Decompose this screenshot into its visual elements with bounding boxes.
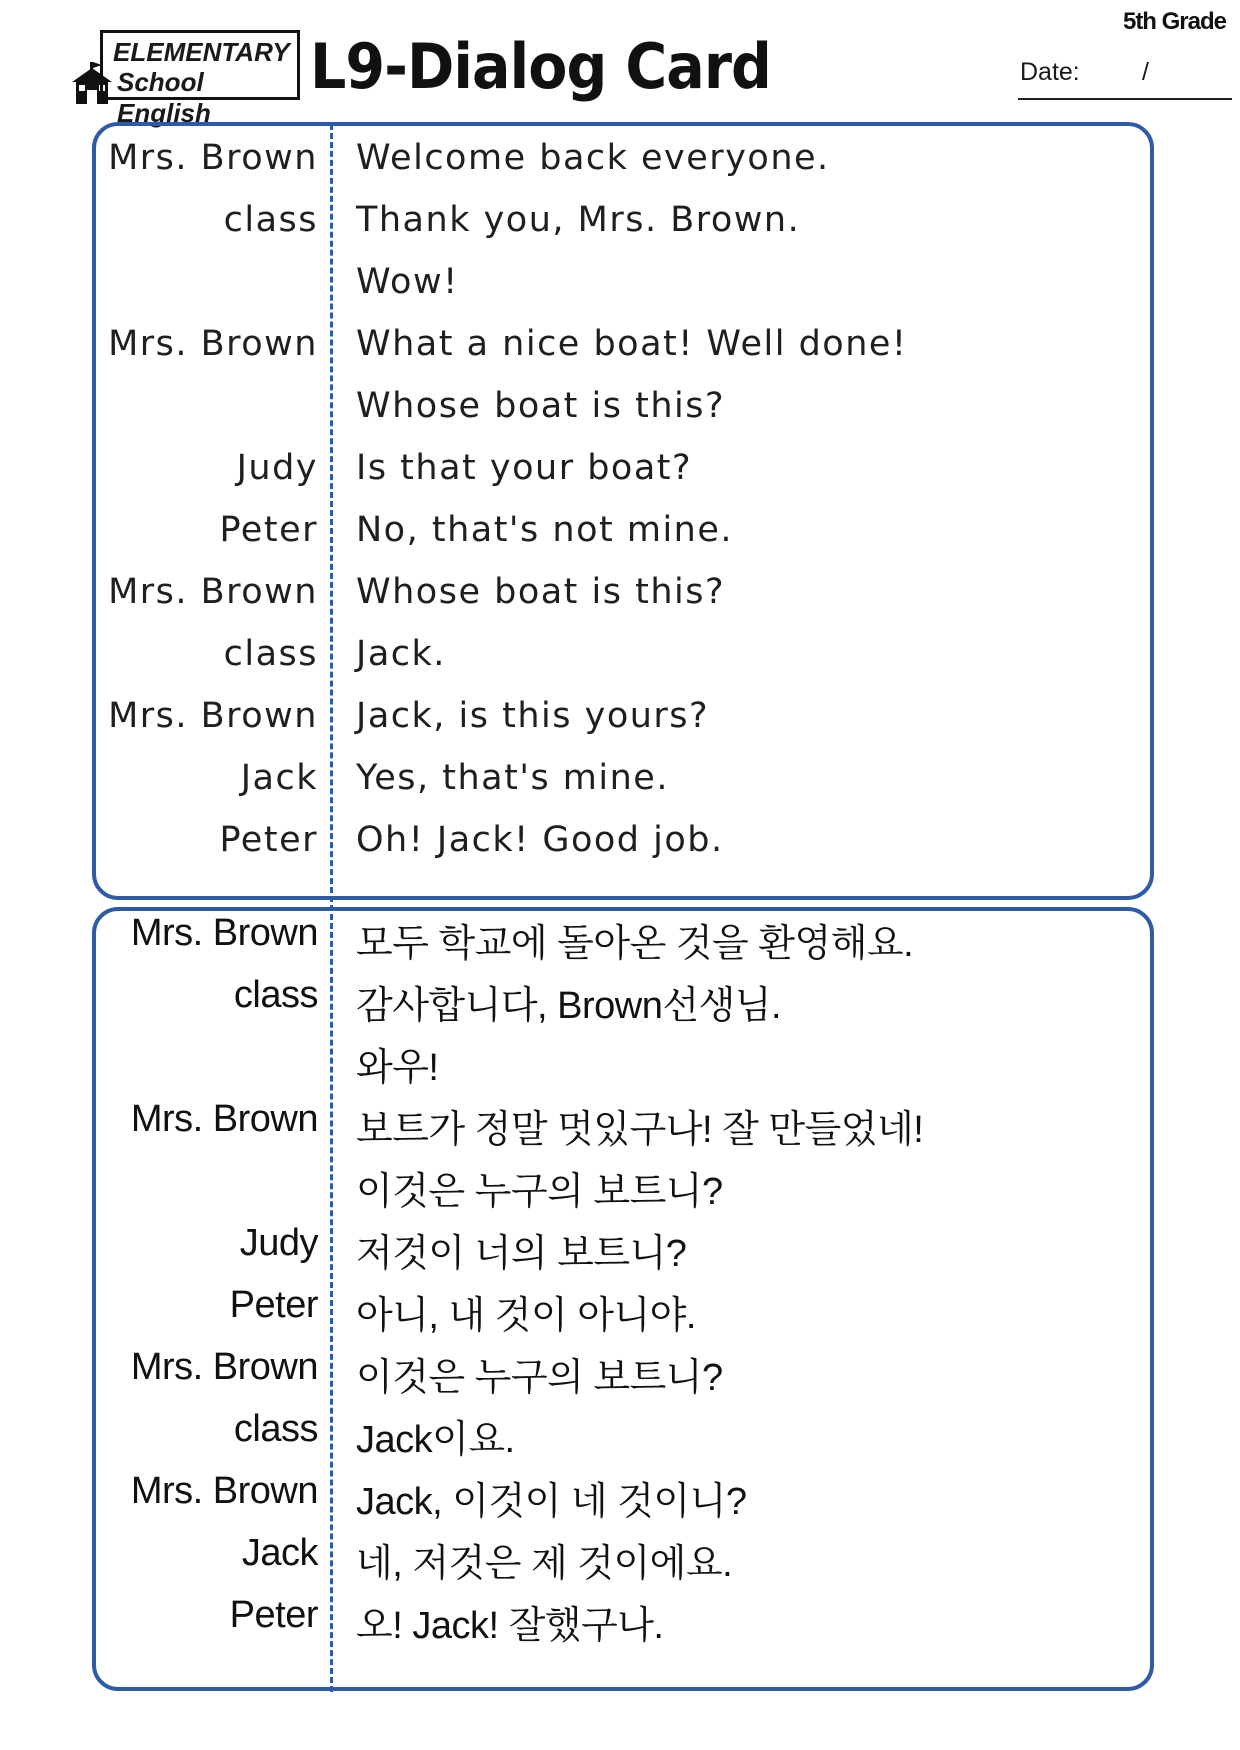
dialog-text: Jack이요. [356, 1419, 515, 1461]
dialog-text: Whose boat is this? [356, 386, 726, 426]
school-logo [70, 30, 306, 128]
speaker-name: class [233, 974, 318, 1016]
dialog-text: 저것이 너의 보트니? [356, 1233, 687, 1275]
dialog-text: Yes, that's mine. [356, 758, 669, 798]
korean-dialog-line [0, 974, 1240, 1036]
english-dialog-line [0, 758, 1240, 820]
dialog-text: No, that's not mine. [356, 510, 734, 550]
korean-dialog-line [0, 1470, 1240, 1532]
dialog-text: 이것은 누구의 보트니? [356, 1357, 723, 1399]
speaker-name: Jack [240, 758, 318, 798]
korean-dialog-line [0, 1098, 1240, 1160]
speaker-name: Mrs. Brown [108, 696, 318, 736]
korean-dialog-line [0, 1222, 1240, 1284]
english-dialog-line [0, 510, 1240, 572]
korean-dialog-line [0, 1532, 1240, 1594]
korean-dialog-line [0, 1408, 1240, 1470]
date-field[interactable] [1018, 52, 1232, 100]
speaker-name: Judy [236, 448, 318, 488]
speaker-name: Mrs. Brown [130, 912, 318, 954]
dialog-text: 보트가 정말 멋있구나! 잘 만들었네! [356, 1109, 924, 1151]
speaker-name: Mrs. Brown [130, 1470, 318, 1512]
dialog-text: 이것은 누구의 보트니? [356, 1171, 723, 1213]
korean-dialog-line [0, 1346, 1240, 1408]
speaker-name: class [223, 634, 318, 674]
english-dialog-line [0, 386, 1240, 448]
english-dialog-line [0, 572, 1240, 634]
korean-dialog-line [0, 1594, 1240, 1656]
speaker-name: Peter [229, 1594, 318, 1636]
logo-line-elementary: ELEMENTARY [113, 37, 290, 67]
dialog-text: 아니, 내 것이 아니야. [356, 1295, 696, 1337]
logo-line-school-english: School English [117, 67, 211, 128]
speaker-name: Peter [219, 820, 318, 860]
dialog-text: Oh! Jack! Good job. [356, 820, 724, 860]
english-dialog-line [0, 200, 1240, 262]
speaker-name: Peter [229, 1284, 318, 1326]
english-dialog-line [0, 448, 1240, 510]
speaker-name: class [223, 200, 318, 240]
english-dialog-line [0, 138, 1240, 200]
dialog-text: Jack. [356, 634, 446, 674]
page-title: L9-Dialog Card [310, 30, 771, 103]
speaker-name: Peter [219, 510, 318, 550]
dialog-text: Welcome back everyone. [356, 138, 830, 178]
dialog-text: What a nice boat! Well done! [356, 324, 908, 364]
english-dialog-line [0, 634, 1240, 696]
dialog-text: 모두 학교에 돌아온 것을 환영해요. [356, 923, 914, 965]
date-label: Date: [1020, 58, 1080, 86]
dialog-text: Jack, 이것이 네 것이니? [356, 1481, 747, 1523]
speaker-name: Mrs. Brown [130, 1346, 318, 1388]
speaker-name: Mrs. Brown [108, 138, 318, 178]
english-dialog-line [0, 262, 1240, 324]
korean-dialog-line [0, 1160, 1240, 1222]
dialog-text: Thank you, Mrs. Brown. [356, 200, 801, 240]
dialog-text: 네, 저것은 제 것이에요. [356, 1543, 733, 1585]
grade-label: 5th Grade [1122, 8, 1226, 35]
dialog-text: Whose boat is this? [356, 572, 726, 612]
dialog-text: 감사합니다, Brown선생님. [356, 985, 782, 1027]
dialog-text: 오! Jack! 잘했구나. [356, 1605, 664, 1647]
speaker-name: Mrs. Brown [130, 1098, 318, 1140]
english-dialog-line [0, 324, 1240, 386]
korean-dialog-line [0, 1284, 1240, 1346]
dialog-text: Jack, is this yours? [356, 696, 710, 736]
speaker-name: Mrs. Brown [108, 324, 318, 364]
english-dialog-line [0, 696, 1240, 758]
korean-dialog-line [0, 912, 1240, 974]
dialog-text: 와우! [356, 1047, 439, 1089]
korean-dialog-line [0, 1036, 1240, 1098]
logo-wordmark [100, 30, 300, 128]
english-dialog-line [0, 820, 1240, 882]
dialog-text: Is that your boat? [356, 448, 693, 488]
date-slash: / [1142, 58, 1149, 86]
dialog-text: Wow! [356, 262, 459, 302]
speaker-name: class [233, 1408, 318, 1450]
speaker-name: Judy [239, 1222, 318, 1264]
speaker-name: Mrs. Brown [108, 572, 318, 612]
speaker-name: Jack [241, 1532, 318, 1574]
